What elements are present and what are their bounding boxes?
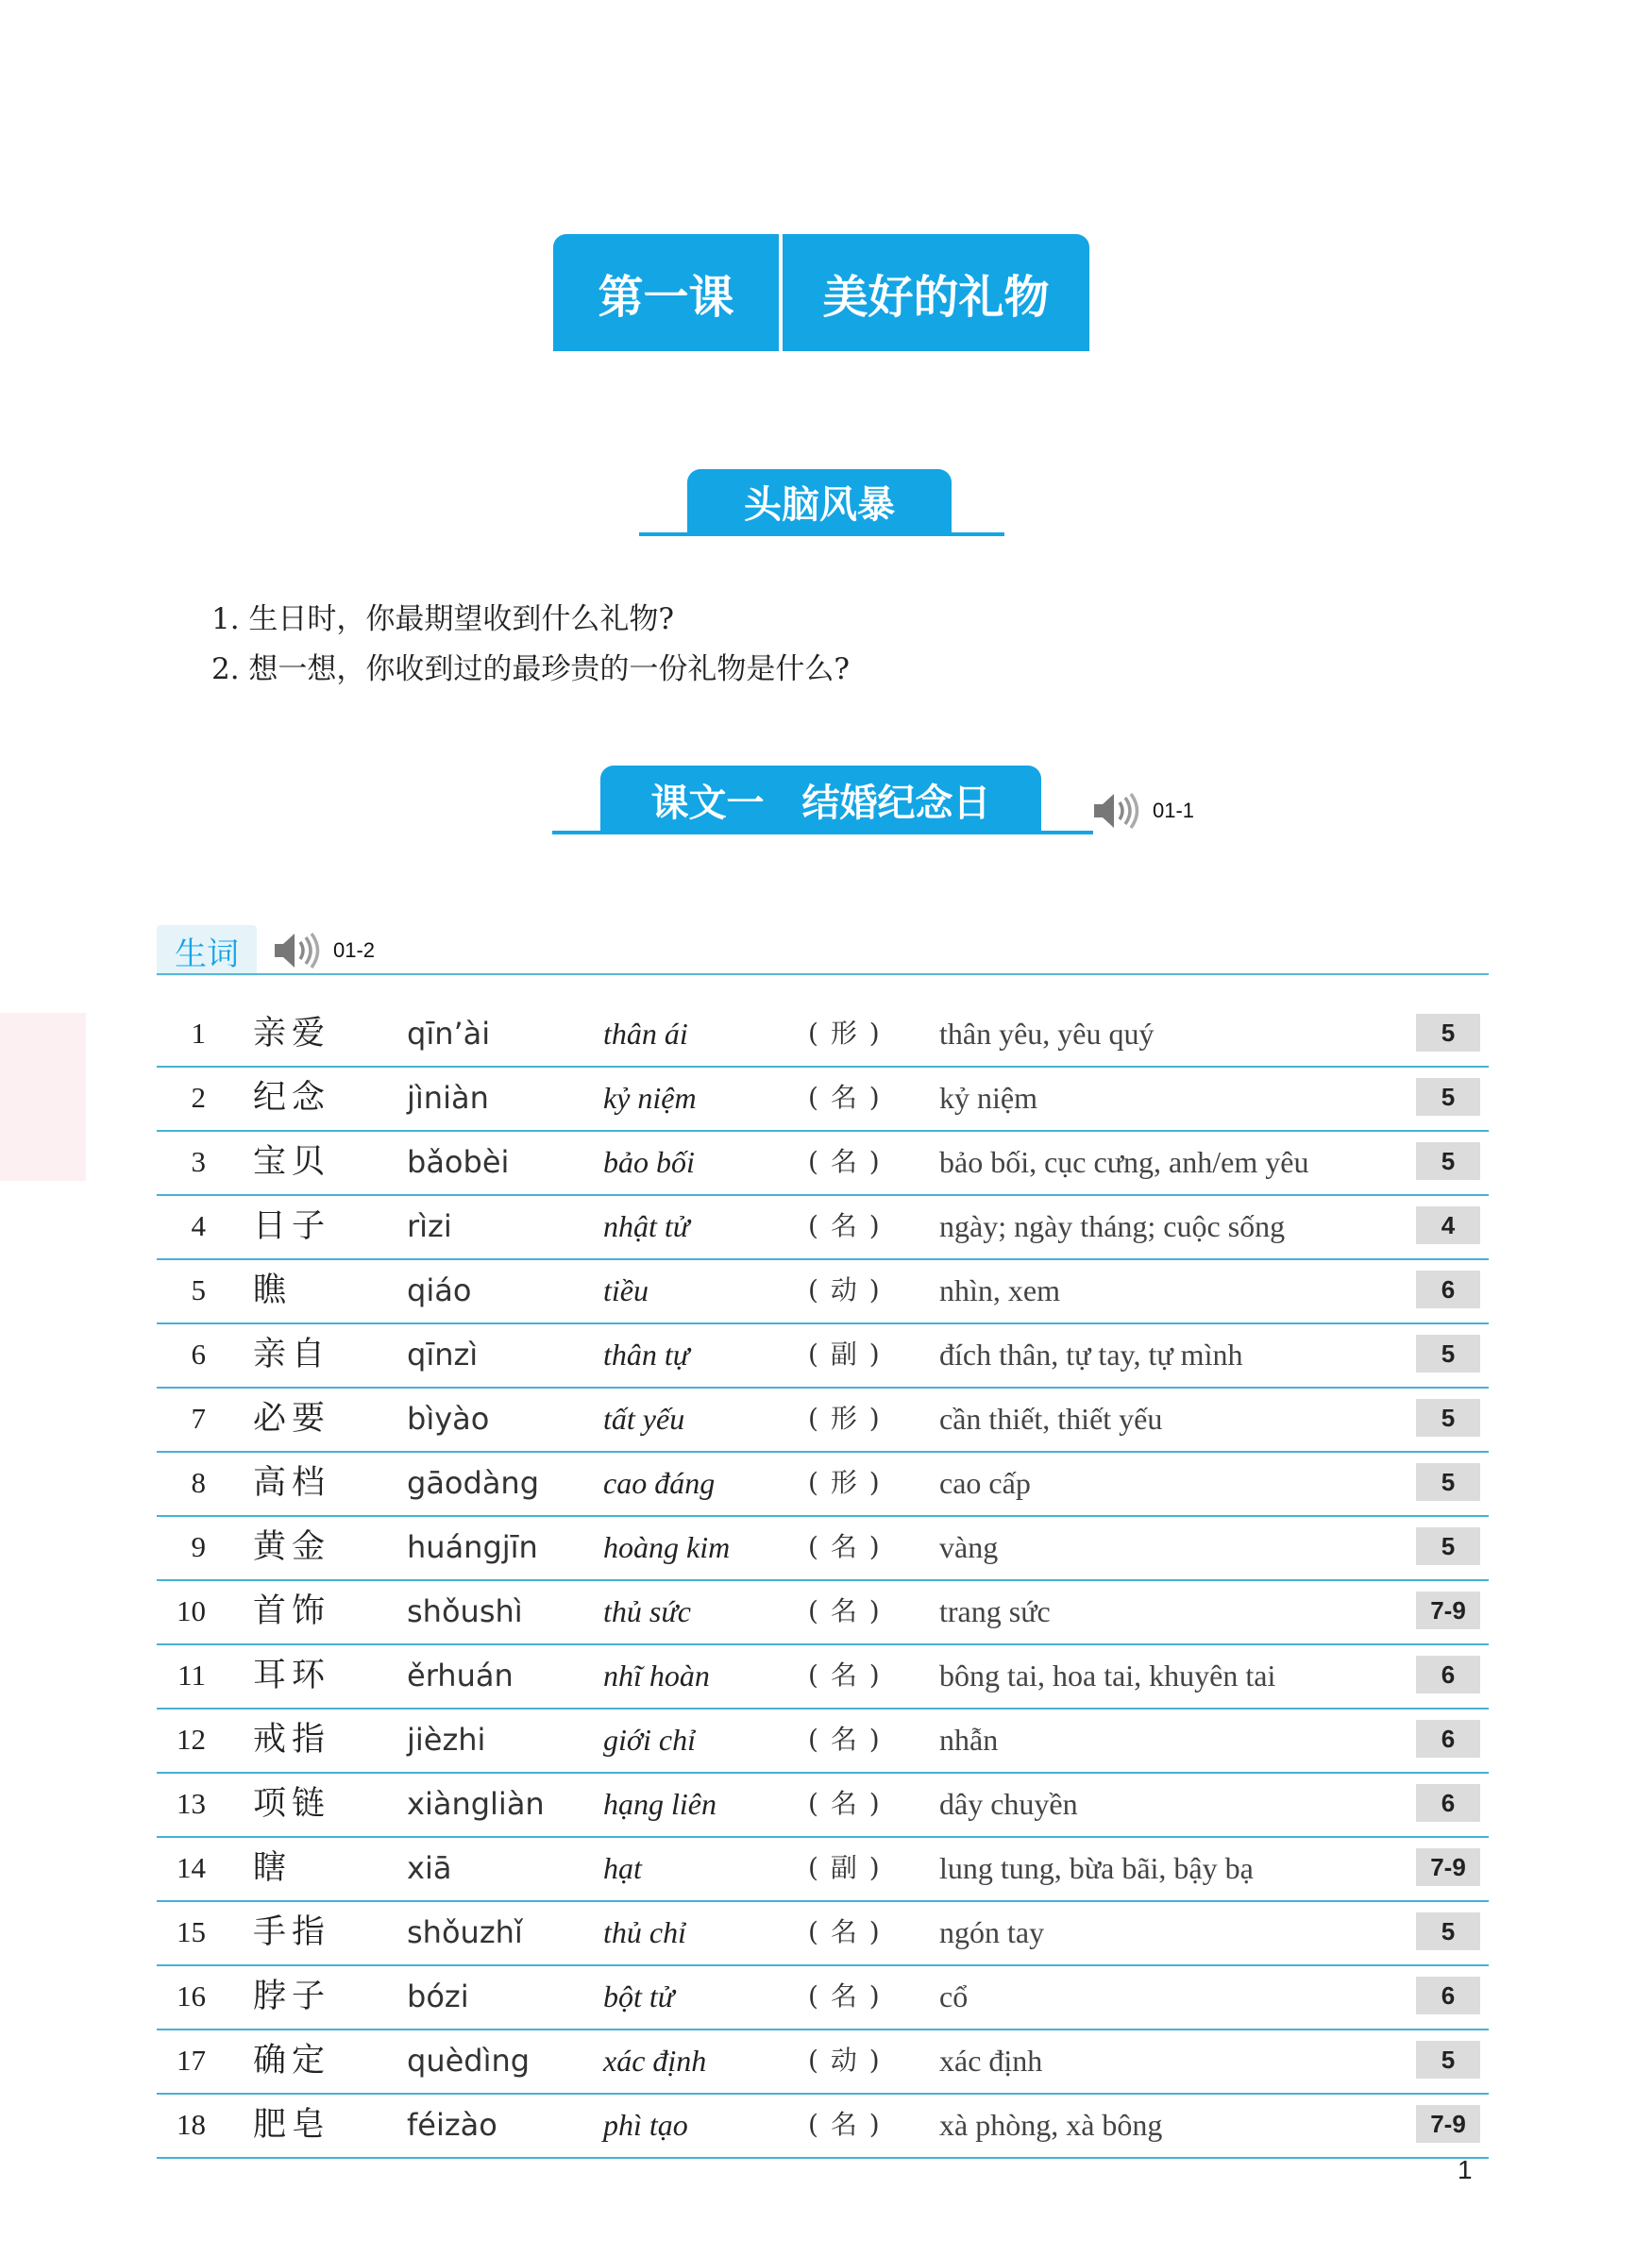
vocab-hanviet: tất yếu [603,1402,685,1436]
vocab-meaning: cần thiết, thiết yếu [939,1402,1163,1436]
vocab-pinyin: huángjīn [407,1529,538,1565]
vocab-pinyin: rìzi [407,1208,452,1244]
vocab-hanzi: 首饰 [253,1592,331,1630]
vocab-pos: ( 形 ) [808,1467,882,1498]
vocab-pos: ( 形 ) [808,1403,882,1434]
vocab-pinyin: qiáo [407,1272,472,1308]
vocab-pos: ( 名 ) [808,1980,882,2012]
vocab-row [157,1196,1489,1260]
vocab-pinyin: bìyào [407,1401,490,1437]
vocab-hanviet: bảo bối [603,1145,695,1179]
vocab-row [157,1003,1489,1068]
vocab-hanzi: 项链 [253,1785,331,1823]
audio-code: 01-2 [333,938,376,962]
vocab-row [157,1324,1489,1389]
vocab-meaning: ngày; ngày tháng; cuộc sống [939,1209,1286,1243]
vocab-pinyin: féizào [407,2107,497,2143]
speaker-icon[interactable] [273,931,322,970]
vocab-audio[interactable] [273,931,375,970]
vocab-pinyin: shǒushì [407,1593,523,1629]
vocab-row [157,2095,1489,2159]
vocab-hanviet: kỷ niệm [603,1081,697,1115]
vocab-number: 16 [177,1979,206,2013]
lesson-name: 美好的礼物 [783,234,1089,351]
vocab-hanviet: tiều [603,1273,649,1307]
text1-underline [552,831,1093,834]
vocab-row [157,1645,1489,1710]
vocab-hanzi: 亲自 [253,1336,331,1373]
vocab-row [157,1517,1489,1581]
vocab-pinyin: bózi [407,1979,469,2014]
vocab-pos: ( 名 ) [808,2109,882,2140]
vocab-pos: ( 名 ) [808,1595,882,1626]
vocab-meaning: thân yêu, yêu quý [939,1017,1155,1051]
vocab-number: 5 [191,1273,206,1306]
vocab-number: 18 [177,2108,206,2141]
brainstorm-underline [639,532,1004,536]
vocab-level-badge: 6 [1416,1271,1480,1308]
vocab-level-badge: 5 [1416,2041,1480,2079]
vocab-meaning: lung tung, bừa bãi, bậy bạ [939,1851,1254,1885]
vocab-meaning: xà phòng, xà bông [939,2108,1163,2142]
vocab-meaning: nhẫn [939,1723,999,1757]
vocab-pos: ( 副 ) [808,1852,882,1883]
vocab-hanviet: phì tạo [603,2108,688,2142]
vocab-pinyin: gāodàng [407,1465,540,1501]
vocab-hanzi: 肥皂 [253,2106,331,2144]
vocab-hanviet: xác định [603,2044,707,2078]
vocab-row [157,1068,1489,1132]
vocab-level-badge: 5 [1416,1335,1480,1373]
vocab-meaning: bảo bối, cục cưng, anh/em yêu [939,1145,1309,1179]
vocab-pinyin: qīnzì [407,1337,479,1373]
vocab-hanzi: 宝贝 [253,1143,331,1181]
vocab-level-badge: 6 [1416,1720,1480,1758]
question-1: 1. 生日时，你最期望收到什么礼物? [211,602,675,636]
vocab-pos: ( 副 ) [808,1339,882,1370]
vocab-meaning: dây chuyền [939,1787,1078,1821]
vocab-pinyin: jièzhi [407,1722,486,1758]
vocab-hanzi: 日子 [253,1207,331,1245]
vocab-hanviet: nhật tử [603,1209,690,1243]
vocab-pinyin: qīn’ài [407,1016,491,1052]
vocab-hanviet: hoàng kim [603,1530,731,1564]
vocab-hanzi: 纪念 [253,1079,331,1117]
vocab-level-badge: 5 [1416,1527,1480,1565]
vocab-pos: ( 形 ) [808,1018,882,1049]
vocab-pinyin: jìniàn [407,1080,489,1116]
vocab-hanzi: 脖子 [253,1978,331,2015]
vocab-level-badge: 5 [1416,1142,1480,1180]
page-number: 1 [1458,2155,1473,2184]
vocab-number: 11 [177,1659,206,1692]
vocab-pos: ( 名 ) [808,1146,882,1177]
vocab-hanzi: 戒指 [253,1721,331,1759]
vocab-meaning: vàng [939,1530,999,1564]
lesson-number: 第一课 [553,234,779,351]
vocab-pinyin: quèdìng [407,2043,531,2079]
vocab-hanzi: 瞎 [253,1849,293,1887]
vocab-meaning: cao cấp [939,1466,1031,1500]
vocab-pinyin: ěrhuán [407,1658,514,1693]
vocab-number: 6 [191,1338,206,1371]
brainstorm-heading: 头脑风暴 [687,469,952,534]
vocab-row [157,1838,1489,1902]
vocab-hanviet: hạng liên [603,1787,716,1821]
vocab-divider [157,973,1489,975]
vocab-hanviet: giới chỉ [603,1723,696,1757]
vocab-number: 1 [191,1017,206,1050]
vocab-level-badge: 7-9 [1416,2105,1480,2143]
brainstorm-questions [211,595,850,695]
vocab-pos: ( 名 ) [808,1210,882,1241]
vocab-hanviet: bột tử [603,1979,675,2013]
vocab-number: 12 [177,1723,206,1756]
vocab-meaning: ngón tay [939,1915,1045,1949]
text1-audio[interactable] [1092,791,1194,831]
vocab-row [157,1966,1489,2030]
vocab-hanviet: cao đáng [603,1466,716,1500]
vocab-pinyin: bǎobèi [407,1144,510,1180]
vocab-hanviet: thủ sức [603,1594,691,1628]
vocab-hanviet: nhĩ hoàn [603,1659,710,1693]
vocab-row [157,1389,1489,1453]
vocab-pos: ( 名 ) [808,1724,882,1755]
vocab-table [157,1003,1489,2159]
side-tab [0,1013,86,1181]
vocab-number: 2 [191,1081,206,1114]
vocab-meaning: kỷ niệm [939,1081,1037,1115]
vocab-number: 4 [191,1209,206,1242]
vocab-number: 13 [177,1787,206,1820]
vocab-level-badge: 6 [1416,1977,1480,2014]
vocab-hanviet: thân tự [603,1338,690,1372]
vocab-pos: ( 名 ) [808,1531,882,1562]
vocab-row [157,1453,1489,1517]
vocab-pos: ( 动 ) [808,2045,882,2076]
vocab-pos: ( 名 ) [808,1082,882,1113]
vocab-pinyin: xiā [407,1850,452,1886]
vocab-meaning: bông tai, hoa tai, khuyên tai [939,1659,1276,1693]
vocab-level-badge: 5 [1416,1463,1480,1501]
vocab-level-badge: 5 [1416,1912,1480,1950]
vocab-meaning: cổ [939,1979,969,2013]
vocab-row [157,1132,1489,1196]
vocab-number: 7 [191,1402,206,1435]
vocab-hanzi: 手指 [253,1913,331,1951]
vocab-pos: ( 名 ) [808,1659,882,1691]
vocab-level-badge: 4 [1416,1206,1480,1244]
vocab-hanzi: 耳环 [253,1657,331,1694]
vocab-meaning: đích thân, tự tay, tự mình [939,1338,1243,1372]
vocab-number: 3 [191,1145,206,1178]
vocab-row [157,1902,1489,1966]
vocab-meaning: trang sức [939,1594,1051,1628]
vocab-number: 9 [191,1530,206,1563]
vocab-hanzi: 瞧 [253,1272,293,1309]
vocab-meaning: xác định [939,2044,1043,2078]
vocab-level-badge: 7-9 [1416,1848,1480,1886]
vocab-hanviet: thủ chỉ [603,1915,686,1949]
audio-code: 01-1 [1153,799,1195,822]
vocab-number: 14 [177,1851,206,1884]
vocab-number: 10 [177,1594,206,1627]
speaker-icon[interactable] [1092,791,1141,831]
vocab-level-badge: 5 [1416,1078,1480,1116]
vocab-hanviet: thân ái [603,1017,688,1051]
vocab-hanzi: 亲爱 [253,1015,331,1053]
vocab-level-badge: 6 [1416,1656,1480,1693]
vocab-row [157,1774,1489,1838]
vocab-meaning: nhìn, xem [939,1273,1060,1307]
vocab-row [157,1581,1489,1645]
text1-heading: 课文一 结婚纪念日 [600,766,1041,834]
vocab-row [157,1260,1489,1324]
vocab-row [157,2030,1489,2095]
vocab-level-badge: 7-9 [1416,1592,1480,1629]
vocab-hanzi: 必要 [253,1400,331,1438]
vocab-pos: ( 名 ) [808,1916,882,1947]
vocab-hanviet: hạt [603,1851,642,1885]
vocab-pos: ( 名 ) [808,1788,882,1819]
vocab-label: 生词 [157,925,257,976]
vocab-number: 17 [177,2044,206,2077]
vocab-level-badge: 5 [1416,1399,1480,1437]
vocab-hanzi: 黄金 [253,1528,331,1566]
vocab-pinyin: xiàngliàn [407,1786,545,1822]
question-2: 2. 想一想，你收到过的最珍贵的一份礼物是什么? [211,652,851,686]
lesson-title [553,234,1089,351]
vocab-row [157,1710,1489,1774]
vocab-level-badge: 5 [1416,1014,1480,1052]
vocab-number: 8 [191,1466,206,1499]
vocab-hanzi: 高档 [253,1464,331,1502]
vocab-number: 15 [177,1915,206,1948]
vocab-pinyin: shǒuzhǐ [407,1914,523,1950]
vocab-level-badge: 6 [1416,1784,1480,1822]
vocab-hanzi: 确定 [253,2042,331,2080]
vocab-pos: ( 动 ) [808,1274,882,1305]
